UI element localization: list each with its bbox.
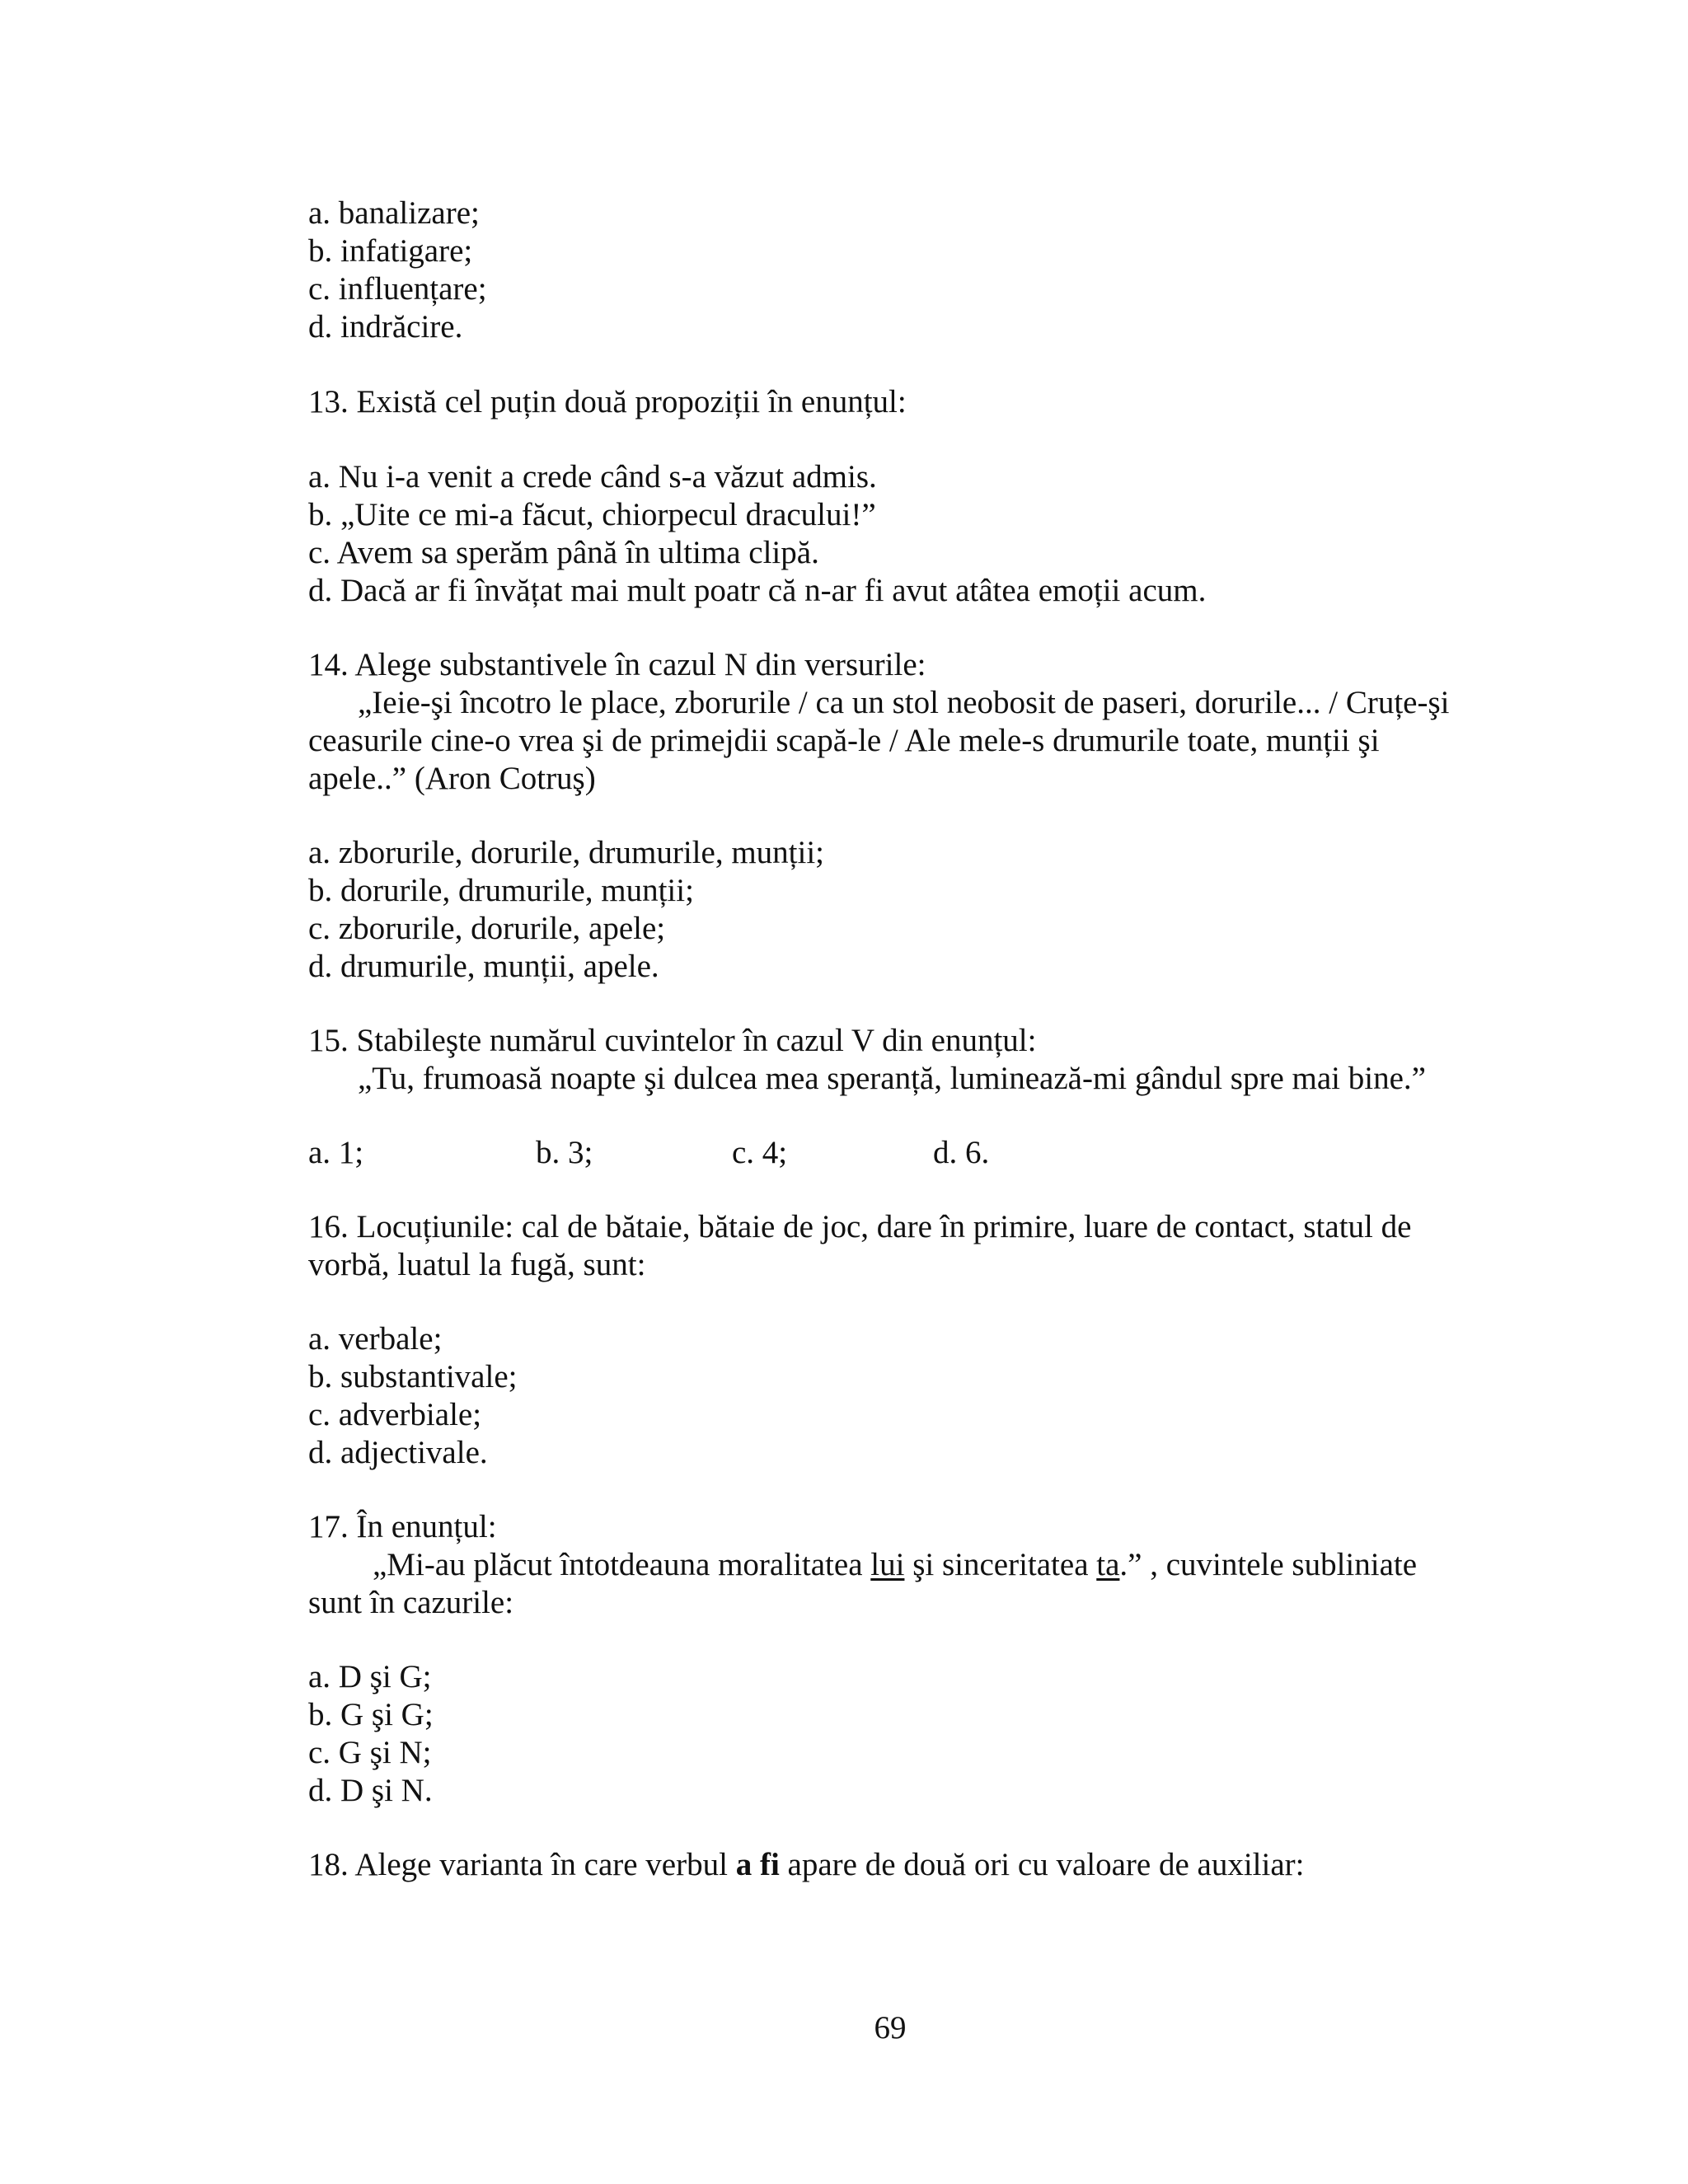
q14-option-b: b. dorurile, drumurile, munții; xyxy=(308,873,694,908)
q17-quote-line-2: sunt în cazurile: xyxy=(308,1585,514,1620)
q16-option-c: c. adverbiale; xyxy=(308,1397,482,1432)
q17-option-a: a. D şi G; xyxy=(308,1659,432,1694)
q12-option-d: d. indrăcire. xyxy=(308,309,463,344)
q17-option-d: d. D şi N. xyxy=(308,1773,433,1808)
q13-option-b: b. „Uite ce mi-a făcut, chiorpecul dracului!” xyxy=(308,497,876,532)
q17-option-b: b. G şi G; xyxy=(308,1697,434,1732)
q14-quote-line-1: „Ieie-şi încotro le place, zborurile / ca un stol neobosit de paseri, dorurile... / Cruțe-şi xyxy=(358,685,1450,720)
q15-option-a: a. 1; xyxy=(308,1135,364,1170)
q18-question-part-2: apare de două ori cu valoare de auxiliar: xyxy=(779,1847,1305,1882)
page-number: 69 xyxy=(874,2010,907,2046)
q17-question: 17. În enunțul: xyxy=(308,1509,497,1544)
q18-question-part-1: 18. Alege varianta în care verbul xyxy=(308,1847,736,1882)
q17-underlined-word-2: ta xyxy=(1096,1547,1120,1582)
q16-question-line-1: 16. Locuțiunile: cal de bătaie, bătaie de joc, dare în primire, luare de contact, statul de xyxy=(308,1209,1412,1244)
q17-quote-part-2: şi sinceritatea xyxy=(904,1547,1097,1582)
q13-question: 13. Există cel puțin două propoziții în enunțul: xyxy=(308,384,907,419)
q15-option-b: b. 3; xyxy=(536,1135,593,1170)
q12-option-b: b. infatigare; xyxy=(308,233,473,269)
q16-question-line-2: vorbă, luatul la fugă, sunt: xyxy=(308,1247,646,1282)
q17-quote xyxy=(373,1546,1417,1584)
q17-option-c: c. G şi N; xyxy=(308,1735,432,1770)
q16-option-a: a. verbale; xyxy=(308,1321,443,1357)
q18-bold-verb: a fi xyxy=(735,1847,780,1882)
q14-option-d: d. drumurile, munții, apele. xyxy=(308,949,659,984)
q14-question: 14. Alege substantivele în cazul N din versurile: xyxy=(308,647,926,682)
q14-quote-line-3: apele..” (Aron Cotruş) xyxy=(308,761,596,796)
q15-option-c: c. 4; xyxy=(732,1135,788,1170)
q12-option-a: a. banalizare; xyxy=(308,195,480,231)
q14-quote-line-2: ceasurile cine-o vrea şi de primejdii scapă-le / Ale mele-s drumurile toate, munții şi xyxy=(308,723,1380,758)
q18-question xyxy=(308,1846,1304,1884)
q12-option-c: c. influențare; xyxy=(308,271,487,307)
q16-option-d: d. adjectivale. xyxy=(308,1435,488,1470)
q13-option-d: d. Dacă ar fi învățat mai mult poatr că n-ar fi avut atâtea emoții acum. xyxy=(308,573,1207,608)
q17-quote-part-3: .” , cuvintele subliniate xyxy=(1119,1547,1418,1582)
q17-quote-part-1: „Mi-au plăcut întotdeauna moralitatea xyxy=(373,1547,871,1582)
q13-option-c: c. Avem sa sperăm până în ultima clipă. xyxy=(308,535,819,570)
q17-underlined-word-1: lui xyxy=(870,1547,905,1582)
q14-option-a: a. zborurile, dorurile, drumurile, munții; xyxy=(308,835,824,870)
q16-option-b: b. substantivale; xyxy=(308,1359,518,1394)
q14-option-c: c. zborurile, dorurile, apele; xyxy=(308,911,666,946)
q13-option-a: a. Nu i-a venit a crede când s-a văzut admis. xyxy=(308,459,877,494)
q15-quote: „Tu, frumoasă noapte şi dulcea mea speranță, luminează-mi gândul spre mai bine.” xyxy=(358,1061,1426,1096)
q15-question: 15. Stabileşte numărul cuvintelor în cazul V din enunțul: xyxy=(308,1023,1037,1058)
q15-option-d: d. 6. xyxy=(933,1135,990,1170)
